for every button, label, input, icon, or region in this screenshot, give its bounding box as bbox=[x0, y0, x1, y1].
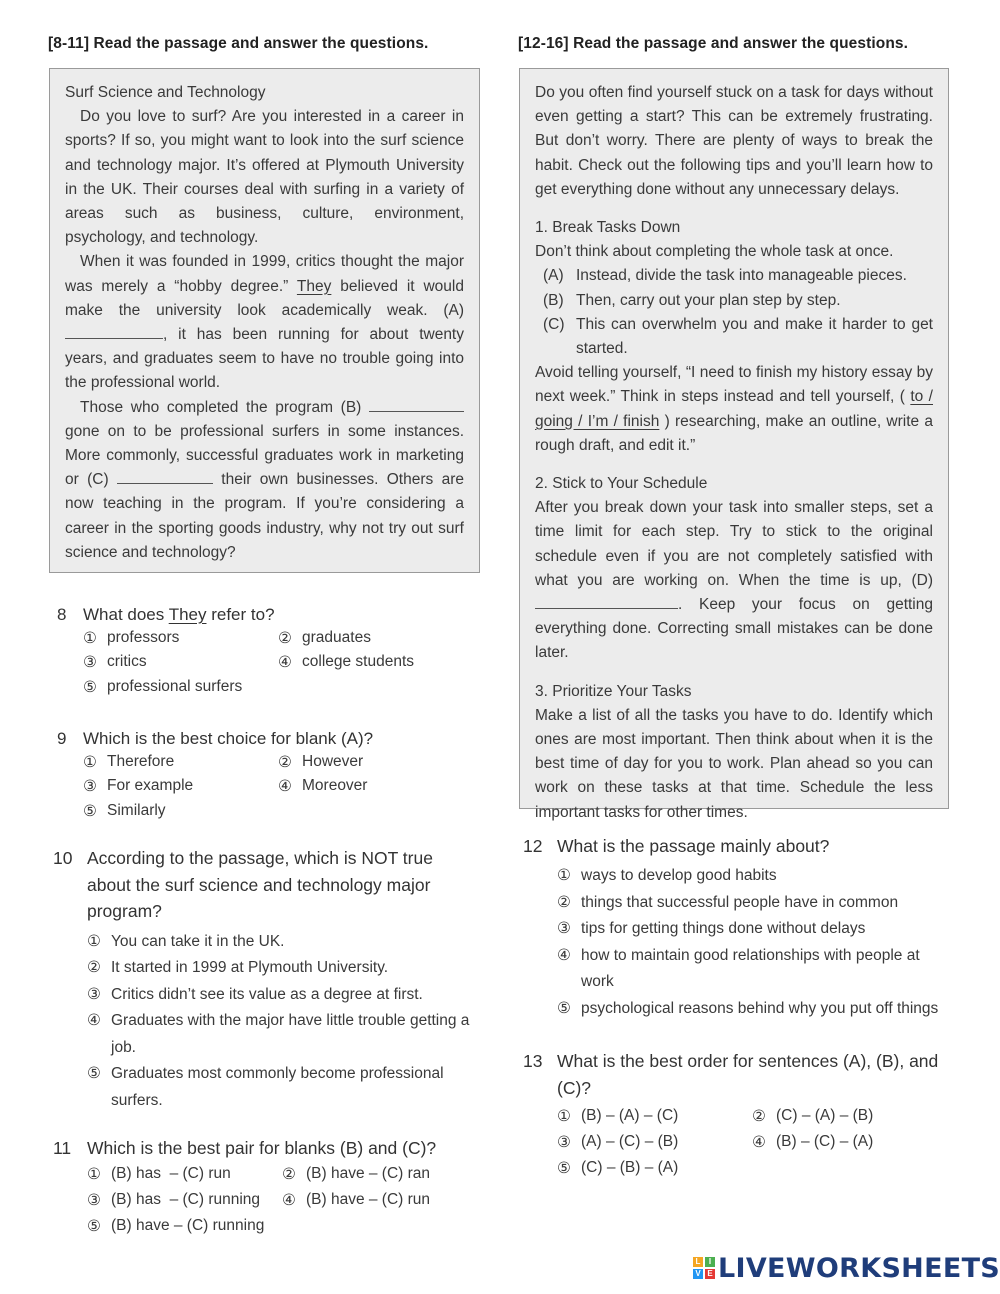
option-9-4[interactable]: ④ Moreover bbox=[278, 777, 368, 795]
option-13-4[interactable]: ④ (B) – (C) – (A) bbox=[752, 1133, 874, 1151]
option-13-2[interactable]: ② (C) – (A) – (B) bbox=[752, 1107, 874, 1125]
option-12-4[interactable]: ④ how to maintain good relationships with people at work bbox=[557, 946, 920, 990]
blank-c[interactable] bbox=[117, 469, 213, 484]
option-11-4[interactable]: ④ (B) have – (C) run bbox=[282, 1191, 431, 1209]
underlined-word: They bbox=[296, 277, 332, 295]
liveworksheets-logo[interactable] bbox=[693, 1251, 1000, 1285]
question-text: According to the passage, which is NOT true about the surf science and technology major program? bbox=[87, 848, 433, 921]
question-text: Which is the best choice for blank (A)? bbox=[83, 729, 374, 748]
option-9-3[interactable]: ③ For example bbox=[83, 777, 194, 795]
option-10-3[interactable]: ③ Critics didn’t see its value as a degree at first. bbox=[87, 985, 423, 1003]
option-12-1[interactable]: ① ways to develop good habits bbox=[557, 867, 777, 884]
section-title-3: 3. Prioritize Your Tasks bbox=[535, 682, 692, 700]
question-12: 12 What is the passage mainly about? ① ways to develop good habits ② things that successful people have in common ③ tips for getting things done without delays ④ how to maintain good relationships with people at work ⑤ psychological reasons behind why you put off things bbox=[523, 836, 953, 1022]
question-11: 11 Which is the best pair for blanks (B) and (C)? ① (B) has – (C) run ② (B) have – (C) ran ③ (B) has – (C) running ④ (B) have – (C) run ⑤ (B) have – (C) running bbox=[53, 1138, 437, 1235]
passage-paragraph: When it was founded in 1999, critics thought the major was merely a “hobby degree.” They believed it would make the university look academically weak. (A) , it has been running for about twenty years, and graduates seem to have no trouble going into the professional world. bbox=[65, 253, 464, 392]
option-13-3[interactable]: ③ (A) – (C) – (B) bbox=[557, 1133, 679, 1151]
passage-paragraph: Do you love to surf? Are you interested in a career in sports? If so, you might want to look into the surf science and technology major. It’s offered at Plymouth University in the UK. Their courses deal with surfing in a variety of areas such as business, culture, environment, psychology, and technology. bbox=[65, 108, 464, 247]
option-12-2[interactable]: ② things that successful people have in common bbox=[557, 893, 899, 911]
passage-paragraph: Avoid telling yourself, “I need to finish my history essay by next week.” Think in steps instead and tell yourself, ( to / going / I’m / finish ) researching, make an outline, write a rough draft, and edit it.” bbox=[535, 364, 933, 454]
question-text: What is the best order for sentences (A), (B), and (C)? bbox=[557, 1051, 939, 1098]
option-11-3[interactable]: ③ (B) has – (C) running bbox=[87, 1191, 261, 1209]
section-header-8-11: [8-11] Read the passage and answer the questions. bbox=[48, 35, 429, 52]
question-text: What does They refer to? bbox=[83, 605, 275, 624]
question-10: 10 According to the passage, which is NOT true about the surf science and technology major program? ① You can take it in the UK. ② It started in 1999 at Plymouth University. ③ Critics didn’t see its value as a degree at first. ④ Graduates with the major have little trouble getting a job. ⑤ Graduates most commonly become professional surfers. bbox=[53, 845, 483, 1114]
question-text: Which is the best pair for blanks (B) and (C)? bbox=[87, 1138, 437, 1158]
section-header-12-16: [12-16] Read the passage and answer the questions. bbox=[518, 35, 909, 52]
passage-paragraph: After you break down your task into smaller steps, set a time limit for each step. Try to stick to the original schedule even if you are not completely satisfied with what you are working on. When the time is up, (D) . Keep your focus on getting everything done. Correcting small mistakes can be done later. bbox=[535, 499, 933, 662]
option-10-2[interactable]: ② It started in 1999 at Plymouth University. bbox=[87, 959, 389, 976]
logo-mark-icon: L I V E bbox=[693, 1257, 715, 1279]
question-9: 9 Which is the best choice for blank (A)? ① Therefore ② However ③ For example ④ Moreover ⑤ Similarly bbox=[57, 729, 374, 820]
logo-text: LIVEWORKSHEETS bbox=[718, 1252, 1000, 1284]
option-8-1[interactable]: ① professors bbox=[83, 629, 180, 647]
option-12-5[interactable]: ⑤ psychological reasons behind why you put off things bbox=[557, 999, 939, 1017]
passage-box-surf bbox=[49, 68, 480, 573]
question-8: 8 What does They refer to? ① professors ② graduates ③ critics ④ college students ⑤ professional surfers bbox=[57, 605, 415, 696]
option-8-3[interactable]: ③ critics bbox=[83, 653, 147, 671]
passage-title: Surf Science and Technology bbox=[65, 84, 266, 101]
option-9-1[interactable]: ① Therefore bbox=[83, 753, 175, 771]
option-11-5[interactable]: ⑤ (B) have – (C) running bbox=[87, 1217, 265, 1235]
blank-d[interactable] bbox=[535, 594, 678, 609]
blank-a[interactable] bbox=[65, 324, 163, 339]
option-9-5[interactable]: ⑤ Similarly bbox=[83, 802, 166, 820]
question-13: 13 What is the best order for sentences (A), (B), and (C)? ① (B) – (A) – (C) ② (C) – (A) – (B) ③ (A) – (C) – (B) ④ (B) – (C) – (A) ⑤ (C) – (B) – (A) bbox=[523, 1048, 953, 1187]
option-8-5[interactable]: ⑤ professional surfers bbox=[83, 678, 243, 696]
option-8-2[interactable]: ② graduates bbox=[278, 629, 371, 647]
option-9-2[interactable]: ② However bbox=[278, 753, 364, 771]
sentence-b: (B) Then, carry out your plan step by step. bbox=[543, 291, 841, 309]
question-text: What is the passage mainly about? bbox=[557, 836, 830, 856]
option-11-2[interactable]: ② (B) have – (C) ran bbox=[282, 1165, 431, 1183]
option-8-4[interactable]: ④ college students bbox=[278, 653, 415, 671]
passage-paragraph: Those who completed the program (B) gone on to be professional surfers in some instances. More commonly, successful graduates work in marketing or (C) their own businesses. Others are now teaching in the program. If you’re considering a career in the sporting goods industry, why not try out surf science and technology? bbox=[65, 398, 464, 561]
scrambled-words: to / going / I’m / finish bbox=[535, 388, 933, 430]
option-13-1[interactable]: ① (B) – (A) – (C) bbox=[557, 1107, 679, 1125]
section-lead: Don’t think about completing the whole task at once. bbox=[535, 243, 894, 261]
passage-paragraph: Make a list of all the tasks you have to do. Identify which ones are most important. Then think about when it is the best time of day for you to work. Plan ahead so you can work on these tasks at that time. Schedule the less important tasks for other times. bbox=[535, 706, 933, 821]
option-10-1[interactable]: ① You can take it in the UK. bbox=[87, 932, 285, 950]
option-10-5[interactable]: ⑤ Graduates most commonly become professional surfers. bbox=[87, 1065, 444, 1109]
section-title-1: 1. Break Tasks Down bbox=[535, 219, 681, 237]
passage-intro: Do you often find yourself stuck on a task for days without even getting a start? This can be extremely frustrating. But don’t worry. There are plenty of ways to break the habit. Check out the following tips and you’ll learn how to get everything done without any unnecessary delays. bbox=[535, 84, 933, 198]
blank-b[interactable] bbox=[369, 397, 464, 412]
option-13-5[interactable]: ⑤ (C) – (B) – (A) bbox=[557, 1159, 679, 1177]
sentence-c: (C) This can overwhelm you and make it harder to get started. bbox=[543, 315, 933, 358]
option-11-1[interactable]: ① (B) has – (C) run bbox=[87, 1165, 231, 1183]
sentence-list bbox=[543, 264, 933, 361]
sentence-a: (A) Instead, divide the task into manageable pieces. bbox=[543, 267, 907, 285]
passage-box-tips bbox=[519, 68, 949, 821]
option-12-3[interactable]: ③ tips for getting things done without delays bbox=[557, 920, 866, 937]
section-title-2: 2. Stick to Your Schedule bbox=[535, 475, 708, 493]
option-10-4[interactable]: ④ Graduates with the major have little trouble getting a job. bbox=[87, 1012, 470, 1056]
